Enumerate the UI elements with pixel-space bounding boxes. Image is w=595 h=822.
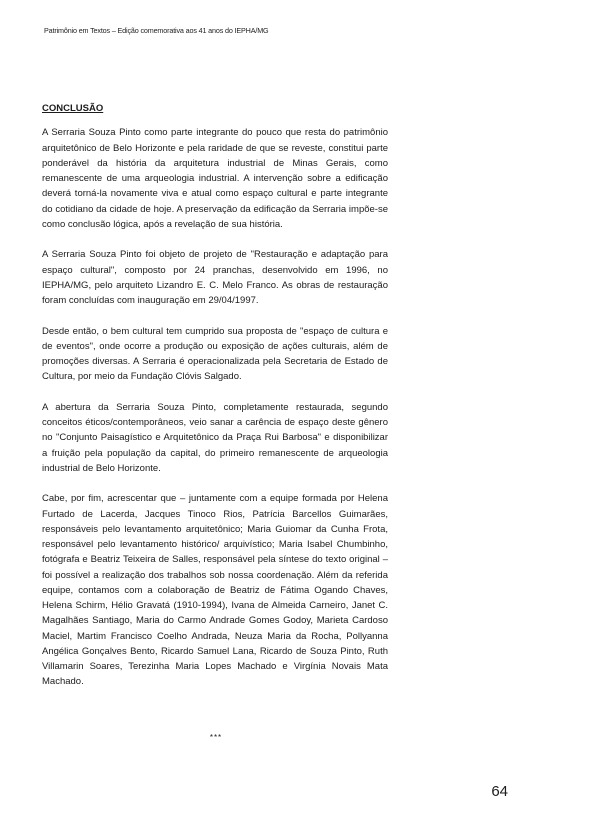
document-body [42,101,388,705]
paragraph: Cabe, por fim, acrescentar que – juntamente com a equipe formada por Helena Furtado de Lacerda, Jacques Tinoco Rios, Patrícia Barcellos Guimarães, responsáveis pelo levantamento arquitetônico; Maria Guiomar da Cunha Frota, responsável pelo levantamento histórico/ arquivístico; Maria Isabel Chumbinho, fotógrafa e Beatriz Teixeira de Salles, responsável pela síntese do texto original – foi possível a realização dos trabalhos sob nossa coordenação. Além da referida equipe, contamos com a colaboração de Beatriz de Fátima Ogando Chaves, Helena Schirm, Hélio Gravatá (1910-1994), Ivana de Almeida Carneiro, Janet C. Magalhães Santiago, Maria do Carmo Andrade Gomes Godoy, Marieta Cardoso Maciel, Martim Francisco Coelho Andrada, Neuza Maria da Rocha, Pollyanna Angélica Gonçalves Bento, Ricardo Samuel Lana, Ricardo de Souza Pinto, Ruth Villamarin Soares, Terezinha Maria Lopes Machado e Virgínia Novais Mata Machado. [42,493,388,688]
paragraph: A Serraria Souza Pinto como parte integrante do pouco que resta do patrimônio arquitetônico de Belo Horizonte e pela raridade de que se reveste, constitui parte ponderável da história da arquitetura industrial de Minas Gerais, como remanescente de uma arqueologia industrial. A intervenção sobre a edificação deverá torná-la novamente viva e atual como espaço cultural e parte integrante do cotidiano da cidade de hoje. A preservação da edificação da Serraria impõe-se como conclusão lógica, após a revelação de sua história. [42,127,388,230]
running-header: Patrimônio em Textos – Edição comemorativa aos 41 anos do IEPHA/MG [44,26,269,35]
paragraph: A abertura da Serraria Souza Pinto, completamente restaurada, segundo conceitos éticos/contemporâneos, veio sanar a carência de espaço deste gênero no "Conjunto Paisagístico e Arquitetônico da Praça Rui Barbosa" e disponibilizar a fruição pela população da capital, do primeiro remanescente de arqueologia industrial de Belo Horizonte. [42,401,388,474]
section-title: CONCLUSÃO [42,103,104,114]
paragraph: Desde então, o bem cultural tem cumprido sua proposta de "espaço de cultura e de eventos", onde ocorre a produção ou exposição de ações culturais, além de promoções diversas. A Serraria é operacionalizada pela Secretaria de Estado de Cultura, por meio da Fundação Clóvis Salgado. [42,325,388,383]
paragraph: A Serraria Souza Pinto foi objeto de projeto de "Restauração e adaptação para espaço cultural", composto por 24 pranchas, desenvolvido em 1996, no IEPHA/MG, pelo arquiteto Lizandro E. C. Melo Franco. As obras de restauração foram concluídas com inauguração em 29/04/1997. [42,249,388,306]
page-number: 64 [491,783,508,800]
section-separator: *** [209,733,223,742]
